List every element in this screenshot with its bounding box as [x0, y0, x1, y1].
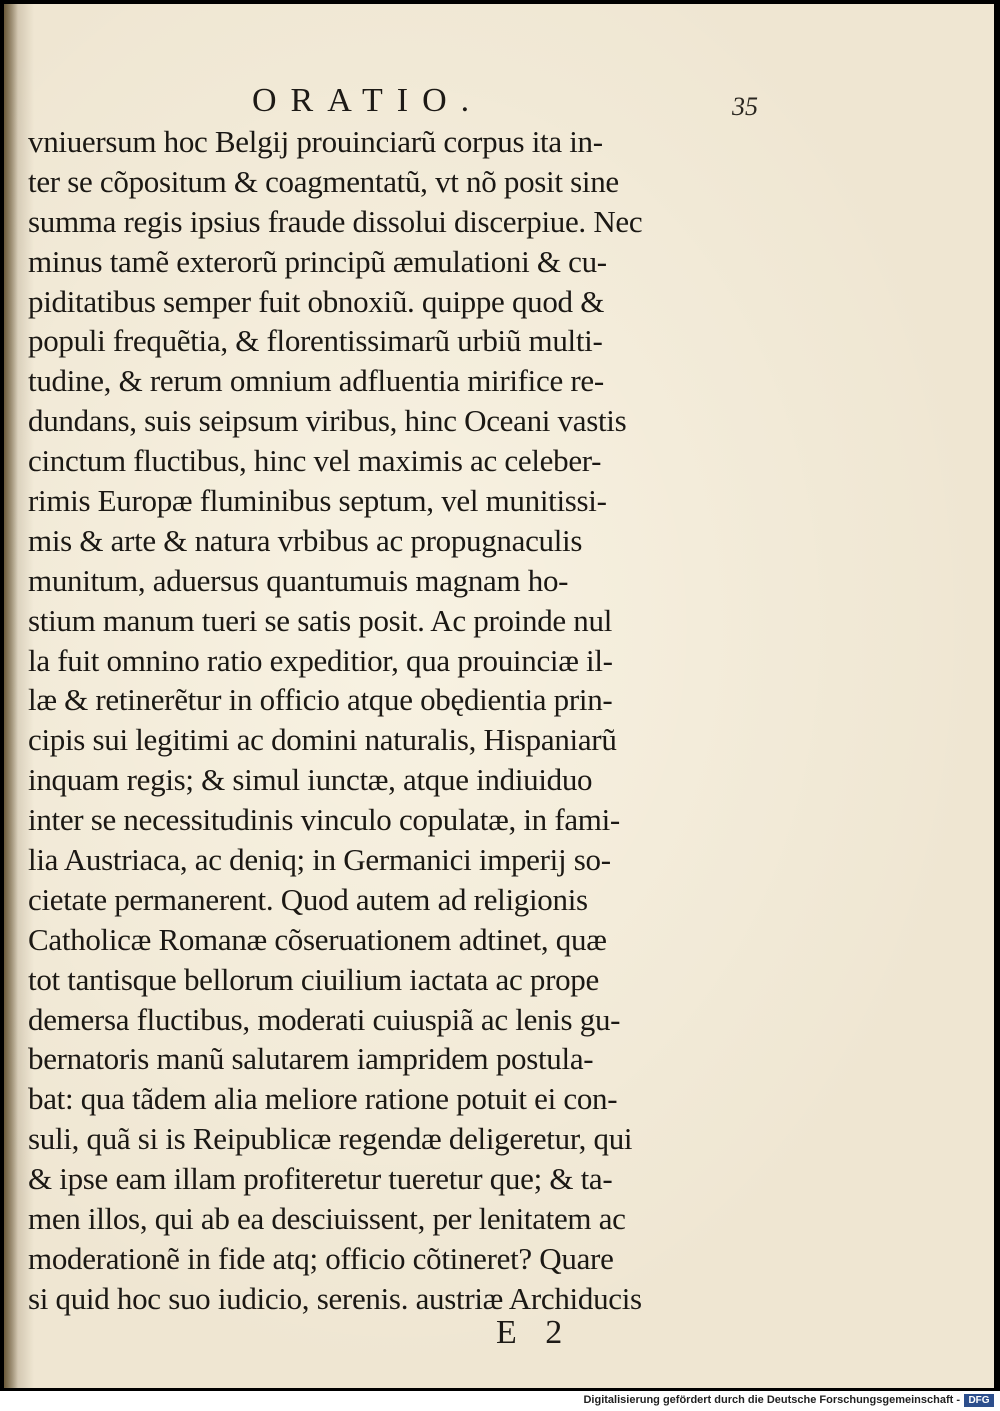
text-line: læ & retinerẽtur in officio atque obędientia prin-	[28, 682, 613, 718]
text-line: lia Austriaca, ac deniq; in Germanici imperij so-	[28, 842, 611, 878]
text-line: cinctum fluctibus, hinc vel maximis ac celeber-	[28, 443, 602, 479]
book-page	[4, 4, 994, 1388]
dfg-logo: DFG	[964, 1394, 994, 1407]
text-line: tudine, & rerum omnium adfluentia mirifice re-	[28, 363, 604, 399]
text-line: bernatoris manũ salutarem iampridem postula-	[28, 1041, 594, 1077]
text-line: & ipse eam illam profiteretur tueretur que; & ta-	[28, 1161, 613, 1197]
text-line: minus tamẽ exterorũ principũ æmulationi & cu-	[28, 243, 607, 279]
text-line: men illos, qui ab ea desciuissent, per lenitatem ac	[28, 1201, 626, 1237]
text-line: munitum, aduersus quantumuis magnam ho-	[28, 562, 569, 598]
page-number: 35	[732, 92, 758, 121]
text-line: suli, quã si is Reipublicæ regendæ deligeretur, qui	[28, 1121, 633, 1157]
text-line: vniuersum hoc Belgij prouinciarũ corpus ita in-	[28, 124, 603, 159]
text-line: rimis Europæ fluminibus septum, vel munitissi-	[28, 483, 607, 519]
signature-mark: E 2	[496, 1314, 573, 1351]
body-text	[28, 122, 758, 1319]
text-line: dundans, suis seipsum viribus, hinc Oceani vastis	[28, 403, 627, 439]
text-line: inquam regis; & simul iunctæ, atque indiuiduo	[28, 762, 593, 798]
text-line: stium manum tueri se satis posit. Ac proinde nul	[28, 602, 613, 638]
text-line: piditatibus semper fuit obnoxiũ. quippe quod &	[28, 283, 605, 319]
text-line: summa regis ipsius fraude dissolui discerpiue. Nec	[28, 203, 643, 239]
text-line: mis & arte & natura vrbibus ac propugnaculis	[28, 522, 583, 558]
running-head: ORATIO.	[252, 82, 484, 119]
gutter-shadow	[4, 4, 18, 1388]
text-line: populi frequẽtia, & florentissimarũ urbiũ multi-	[28, 323, 603, 359]
text-line: inter se necessitudinis vinculo copulatæ, in fami-	[28, 802, 620, 838]
footer-bar	[0, 1391, 1000, 1411]
text-line: moderationẽ in fide atq; officio cõtineret? Quare	[28, 1240, 614, 1276]
funding-credit: Digitalisierung gefördert durch die Deutsche Forschungsgemeinschaft -	[583, 1394, 960, 1406]
text-line: bat: qua tãdem alia meliore ratione potuit ei con-	[28, 1081, 618, 1117]
text-line: ter se cõpositum & coagmentatũ, vt nõ posit sine	[28, 163, 619, 199]
text-line: Catholicæ Romanæ cõseruationem adtinet, quæ	[28, 921, 607, 957]
text-line: demersa fluctibus, moderati cuiuspiã ac lenis gu-	[28, 1001, 621, 1037]
text-line: cietate permanerent. Quod autem ad religionis	[28, 881, 588, 917]
text-line: cipis sui legitimi ac domini naturalis, Hispaniarũ	[28, 722, 617, 758]
text-line: tot tantisque bellorum ciuilium iactata ac prope	[28, 961, 599, 997]
text-line: la fuit omnino ratio expeditior, qua prouinciæ il-	[28, 642, 613, 678]
text-line: si quid hoc suo iudicio, serenis. austriæ Archiducis	[28, 1280, 642, 1316]
